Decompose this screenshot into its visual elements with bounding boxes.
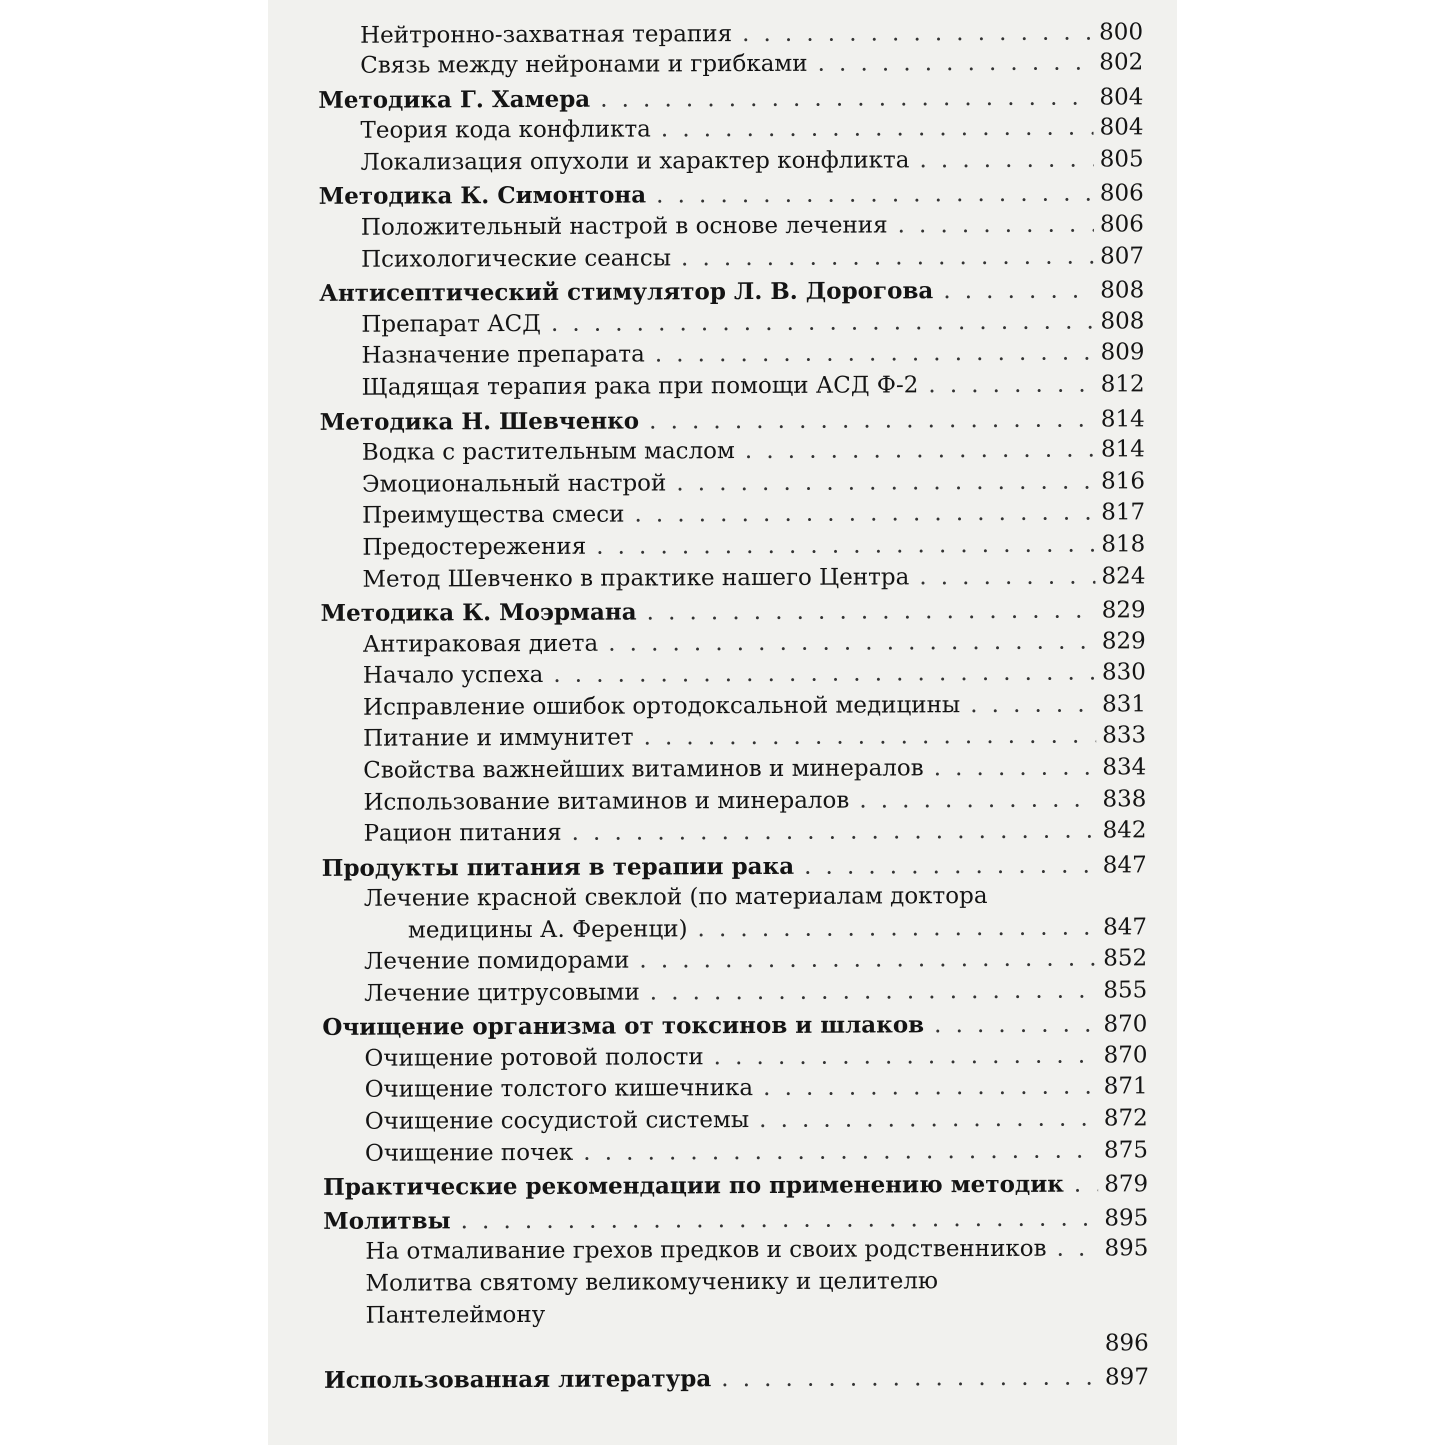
dot-leader bbox=[608, 626, 1096, 660]
toc-page-number: 808 bbox=[1100, 277, 1145, 304]
toc-section bbox=[303, 1202, 1148, 1237]
toc-entry-title: Лечение красной свеклой (по материалам доктора bbox=[363, 883, 988, 913]
toc-section bbox=[299, 274, 1144, 309]
toc-entry bbox=[300, 529, 1145, 564]
toc-section bbox=[302, 1009, 1147, 1044]
dot-leader bbox=[583, 1135, 1098, 1169]
dot-leader bbox=[804, 850, 1097, 883]
toc-entry bbox=[300, 466, 1145, 501]
toc-page-number: 847 bbox=[1102, 852, 1147, 879]
dot-leader bbox=[721, 1362, 1099, 1395]
toc-page-number: 804 bbox=[1099, 83, 1144, 111]
table-of-contents bbox=[298, 18, 1149, 1396]
toc-entry bbox=[298, 47, 1143, 82]
toc-entry bbox=[300, 434, 1145, 469]
toc-entry-title: Очищение ротовой полости bbox=[364, 1044, 704, 1072]
toc-page-number: 800 bbox=[1099, 19, 1144, 46]
dot-leader bbox=[681, 241, 1094, 274]
toc-section bbox=[301, 594, 1146, 629]
toc-page-number: 895 bbox=[1104, 1205, 1149, 1232]
toc-entry-title: Водка с растительным маслом bbox=[361, 438, 735, 466]
dot-leader bbox=[919, 561, 1095, 593]
toc-entry-title: Психологические сеансы bbox=[360, 244, 672, 273]
toc-entry bbox=[299, 144, 1144, 179]
toc-entry-title: Молитва святому великомученику и целителю bbox=[365, 1268, 939, 1297]
toc-page-number: 852 bbox=[1103, 945, 1148, 972]
toc-page-number: 807 bbox=[1100, 242, 1145, 270]
toc-entry-title: Питание и иммунитет bbox=[363, 725, 634, 753]
toc-page-number: 817 bbox=[1101, 499, 1146, 526]
toc-entry-title: Использование витаминов и минералов bbox=[363, 787, 850, 816]
dot-leader bbox=[859, 784, 1096, 817]
toc-entry-title: Положительный настрой в основе лечения bbox=[360, 212, 888, 241]
dot-leader bbox=[745, 435, 1095, 468]
toc-section-title: Продукты питания в терапии рака bbox=[321, 852, 795, 882]
toc-page-number: 808 bbox=[1100, 308, 1145, 335]
toc-entry bbox=[300, 498, 1145, 533]
toc-entry-title: Преимущества смеси bbox=[362, 501, 625, 530]
toc-entry-title: Очищение толстого кишечника bbox=[364, 1075, 754, 1104]
toc-entry bbox=[298, 112, 1143, 147]
dot-leader bbox=[1074, 1170, 1098, 1202]
dot-leader bbox=[634, 498, 1095, 532]
dot-leader bbox=[600, 82, 1093, 116]
toc-entry-title: Связь между нейронами и грибками bbox=[360, 50, 808, 79]
dot-leader bbox=[943, 276, 1094, 308]
dot-leader bbox=[919, 144, 1093, 176]
toc-page-number: 814 bbox=[1100, 436, 1145, 463]
toc-page-number: 842 bbox=[1102, 817, 1147, 844]
toc-page-number: 818 bbox=[1101, 531, 1146, 558]
toc-entry bbox=[303, 1103, 1148, 1138]
toc-page-number: 897 bbox=[1104, 1363, 1149, 1391]
toc-spacer-fill bbox=[366, 1350, 1105, 1353]
toc-entry-title: Антираковая диета bbox=[362, 630, 599, 658]
toc-entry-line2 bbox=[304, 1297, 1149, 1332]
toc-page-number: 824 bbox=[1101, 562, 1146, 589]
toc-page-number: 806 bbox=[1099, 211, 1144, 238]
toc-section bbox=[302, 849, 1147, 884]
dot-leader bbox=[898, 209, 1095, 241]
toc-page-number: 872 bbox=[1103, 1105, 1148, 1132]
toc-entry-title: Локализация опухоли и характер конфликта bbox=[360, 147, 910, 176]
dot-leader bbox=[643, 721, 1096, 755]
toc-entry bbox=[302, 943, 1147, 978]
toc-entry bbox=[301, 689, 1146, 724]
toc-page-number: 809 bbox=[1100, 339, 1145, 366]
dot-leader bbox=[970, 689, 1096, 721]
toc-page-number: 870 bbox=[1103, 1011, 1148, 1038]
dot-leader bbox=[551, 306, 1095, 340]
toc-section-title: Методика Н. Шевченко bbox=[319, 407, 640, 436]
dot-leader bbox=[461, 1203, 1099, 1237]
toc-page-number: 802 bbox=[1099, 49, 1144, 76]
toc-page-number: 805 bbox=[1099, 146, 1144, 173]
toc-page-number: 871 bbox=[1103, 1073, 1148, 1100]
toc-entry-title: Нейтронно-захватная терапия bbox=[360, 21, 733, 49]
toc-section-title: Методика К. Симонтона bbox=[318, 181, 647, 211]
toc-page-number: 896 bbox=[1104, 1329, 1149, 1357]
toc-page-number: 829 bbox=[1101, 627, 1146, 655]
toc-entry bbox=[302, 1040, 1147, 1075]
toc-section-title: Антисептический стимулятор Л. В. Дорогова bbox=[319, 277, 934, 308]
toc-entry-title: Исправление ошибок ортодоксальной медицины bbox=[362, 691, 961, 721]
dot-leader bbox=[934, 753, 1097, 785]
toc-entry bbox=[299, 209, 1144, 244]
dot-leader bbox=[928, 369, 1094, 401]
toc-page-number: 806 bbox=[1099, 180, 1144, 207]
toc-section-title: Методика К. Моэрмана bbox=[320, 598, 637, 628]
toc-page-number: 833 bbox=[1102, 722, 1147, 749]
toc-entry bbox=[301, 816, 1146, 851]
toc-entry-title: Лечение цитрусовыми bbox=[364, 979, 640, 1007]
toc-page-number: 830 bbox=[1101, 659, 1146, 686]
dot-leader bbox=[714, 1040, 1098, 1073]
dot-leader bbox=[639, 944, 1097, 978]
toc-entry-title: Метод Шевченко в практике нашего Центра bbox=[362, 563, 910, 593]
toc-entry-title: Свойства важнейших витаминов и минералов bbox=[363, 755, 924, 784]
toc-entry bbox=[299, 338, 1144, 373]
toc-entry-title: Лечение помидорами bbox=[364, 947, 630, 975]
dot-leader bbox=[697, 913, 1097, 946]
toc-entry bbox=[302, 975, 1147, 1010]
toc-entry-title: Щадящая терапия рака при помощи АСД Ф-2 bbox=[361, 372, 919, 401]
toc-page-number: 831 bbox=[1102, 691, 1147, 718]
toc-entry-title: Очищение сосудистой системы bbox=[364, 1107, 750, 1135]
toc-entry bbox=[299, 306, 1144, 341]
toc-section bbox=[299, 178, 1144, 213]
toc-section bbox=[304, 1361, 1149, 1396]
dot-leader bbox=[742, 19, 1093, 50]
toc-page-number: 829 bbox=[1101, 597, 1146, 624]
toc-page-number: 895 bbox=[1104, 1235, 1149, 1262]
dot-leader bbox=[647, 596, 1096, 630]
toc-page-number: 812 bbox=[1100, 371, 1145, 398]
toc-entry bbox=[300, 561, 1145, 596]
dot-leader bbox=[818, 48, 1094, 81]
toc-entry bbox=[301, 721, 1146, 756]
toc-entry-title: Начало успеха bbox=[362, 662, 544, 690]
toc-entry-title: Препарат АСД bbox=[361, 310, 542, 338]
toc-section-title: Очищение организма от токсинов и шлаков bbox=[322, 1011, 925, 1042]
book-page bbox=[268, 0, 1177, 1445]
toc-entry-line1 bbox=[302, 881, 1147, 916]
toc-page-number: 847 bbox=[1102, 914, 1148, 941]
toc-page-number: 816 bbox=[1101, 468, 1146, 495]
toc-section bbox=[298, 81, 1143, 116]
toc-entry bbox=[301, 626, 1146, 661]
dot-leader bbox=[572, 816, 1097, 850]
toc-entry bbox=[301, 658, 1146, 693]
toc-entry bbox=[300, 369, 1145, 404]
toc-entry-title: Очищение почек bbox=[364, 1139, 574, 1167]
toc-page-number: 804 bbox=[1099, 114, 1144, 141]
toc-page-number: 879 bbox=[1104, 1171, 1149, 1198]
dot-leader bbox=[1056, 1234, 1098, 1266]
toc-page-number: 834 bbox=[1102, 754, 1147, 781]
toc-entry-title-continued: медицины А. Ференци) bbox=[407, 916, 688, 944]
toc-entry bbox=[301, 752, 1146, 787]
dot-leader bbox=[649, 404, 1095, 438]
toc-entry bbox=[299, 241, 1144, 276]
dot-leader bbox=[661, 113, 1094, 146]
dot-leader bbox=[650, 975, 1098, 1009]
toc-entry-title: Эмоциональный настрой bbox=[361, 470, 667, 498]
toc-entry-page-line bbox=[304, 1328, 1149, 1363]
toc-entry-title: Предостережения bbox=[362, 533, 587, 561]
dot-leader bbox=[676, 466, 1095, 499]
dot-leader bbox=[596, 529, 1095, 563]
toc-page-number: 855 bbox=[1103, 976, 1148, 1004]
toc-entry bbox=[303, 1234, 1148, 1269]
toc-entry bbox=[303, 1072, 1148, 1107]
toc-page-number: 838 bbox=[1102, 785, 1147, 813]
dot-leader bbox=[553, 658, 1096, 692]
toc-page-number: 875 bbox=[1103, 1136, 1148, 1164]
dot-leader bbox=[656, 179, 1094, 213]
dot-leader bbox=[655, 338, 1095, 372]
toc-entry-title-continued: Пантелеймону bbox=[365, 1301, 546, 1329]
toc-page-number: 814 bbox=[1100, 405, 1145, 433]
toc-section-title: Использованная литература bbox=[323, 1364, 712, 1394]
dot-leader bbox=[763, 1072, 1098, 1105]
toc-entry bbox=[303, 1135, 1148, 1170]
toc-section-title: Практические рекомендации по применению методик bbox=[323, 1170, 1064, 1202]
toc-entry bbox=[301, 784, 1146, 819]
toc-entry-title: На отмаливание грехов предков и своих родственников bbox=[365, 1236, 1047, 1266]
dot-leader bbox=[759, 1104, 1098, 1137]
toc-section bbox=[300, 403, 1145, 438]
toc-section-title: Методика Г. Хамера bbox=[318, 85, 591, 114]
toc-page-number: 870 bbox=[1103, 1042, 1148, 1069]
dot-leader bbox=[934, 1010, 1097, 1042]
page-margin bbox=[1177, 0, 1445, 1445]
toc-section bbox=[303, 1168, 1148, 1203]
toc-entry-line2 bbox=[302, 912, 1147, 947]
toc-entry bbox=[298, 18, 1143, 51]
toc-section-title: Молитвы bbox=[323, 1207, 451, 1235]
toc-entry-title: Теория кода конфликта bbox=[360, 116, 651, 144]
toc-entry-line1 bbox=[303, 1265, 1148, 1300]
toc-entry-title: Назначение препарата bbox=[361, 341, 645, 370]
toc-entry-title: Рацион питания bbox=[363, 820, 562, 847]
